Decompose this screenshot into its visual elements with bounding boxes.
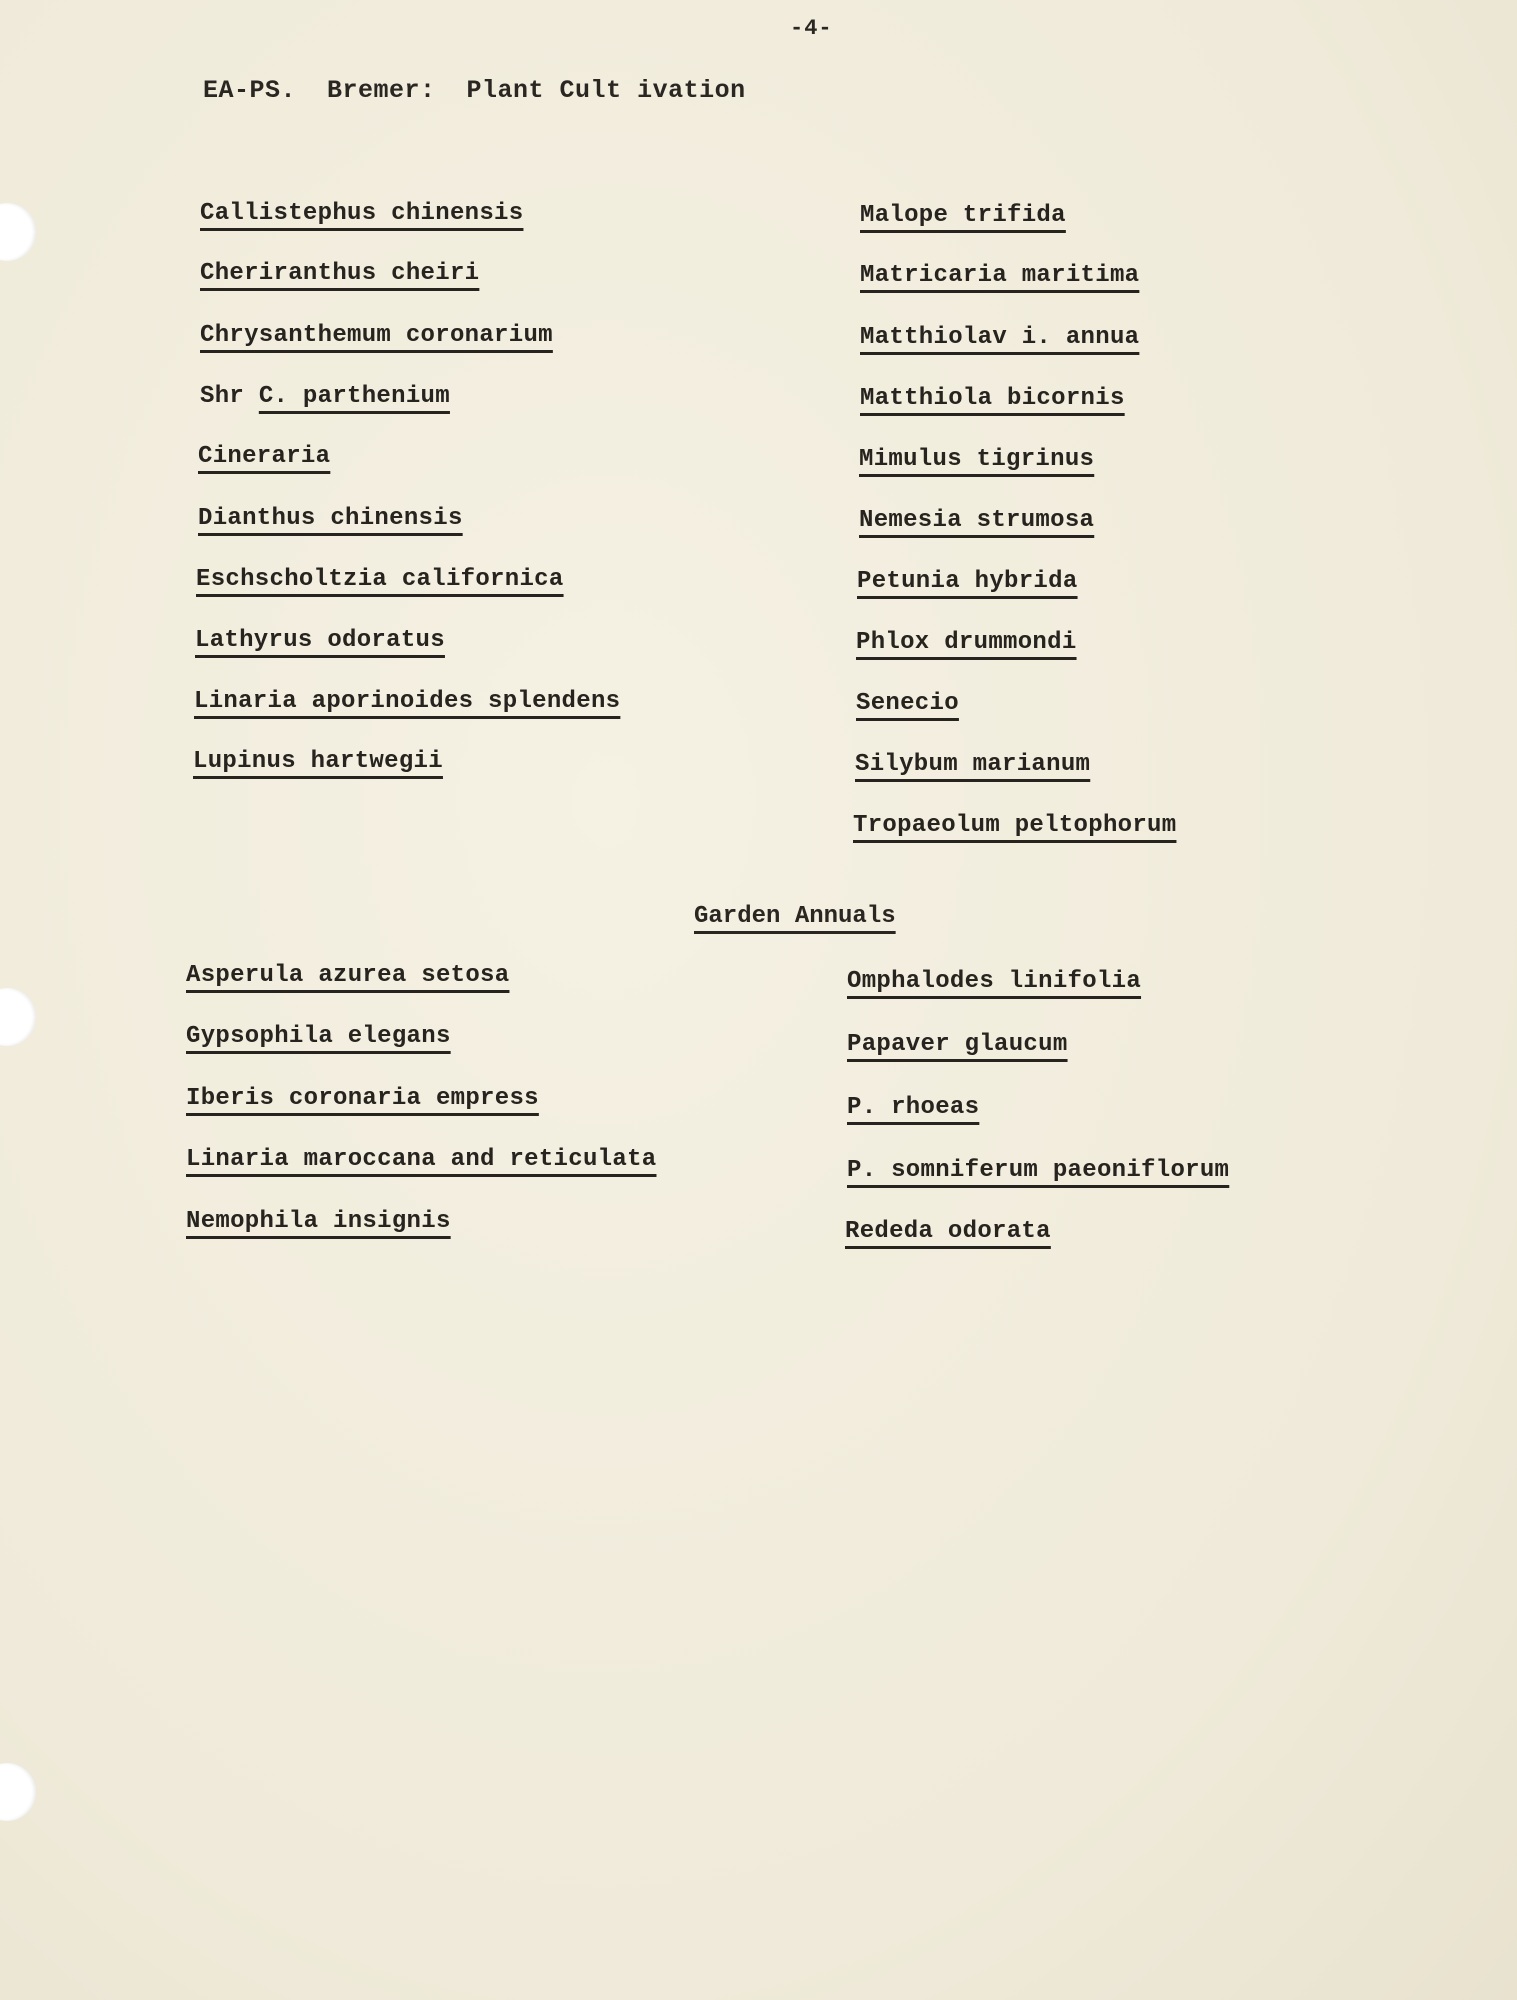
list1-left-item: Cineraria: [198, 443, 331, 470]
list1-left-item: Lathyrus odoratus: [195, 627, 445, 654]
page-number: -4-: [790, 16, 833, 41]
punch-hole-middle: [0, 988, 36, 1046]
parthenium-name: C. parthenium: [258, 383, 450, 410]
list1-left-item: Lupinus hartwegii: [193, 748, 443, 775]
list1-left-item: Callistephus chinensis: [200, 200, 524, 227]
list1-right-item: Nemesia strumosa: [859, 507, 1095, 534]
list1-right-item: Senecio: [856, 690, 959, 717]
list1-left-item: Chrysanthemum coronarium: [200, 322, 553, 349]
list1-right-item: Matricaria maritima: [860, 262, 1140, 289]
list2-left-item: Iberis coronaria empress: [186, 1085, 539, 1112]
list1-right-item: Petunia hybrida: [857, 568, 1078, 595]
list1-right-item: Matthiola bicornis: [860, 385, 1125, 412]
list1-right-item: Matthiolav i. annua: [860, 324, 1140, 351]
list1-right-item: Phlox drummondi: [856, 629, 1077, 656]
list2-right-item: Rededa odorata: [845, 1218, 1051, 1245]
section-title-garden-annuals: Garden Annuals: [694, 903, 896, 930]
list1-right-item: Tropaeolum peltophorum: [853, 812, 1177, 839]
list1-left-item: Linaria aporinoides splendens: [194, 688, 621, 715]
list1-right-item: Malope trifida: [860, 202, 1066, 229]
list2-left-item: Gypsophila elegans: [186, 1023, 451, 1050]
list2-right-item: P. rhoeas: [847, 1094, 980, 1121]
list2-right-item: Papaver glaucum: [847, 1031, 1068, 1058]
list1-left-item: Dianthus chinensis: [198, 505, 463, 532]
list2-left-item: Linaria maroccana and reticulata: [186, 1146, 657, 1173]
list2-left-item: Nemophila insignis: [186, 1208, 451, 1235]
punch-hole-top: [0, 203, 36, 261]
list1-left-item-parthenium: [200, 383, 450, 410]
list1-right-item: Silybum marianum: [855, 751, 1091, 778]
punch-hole-bottom: [0, 1763, 36, 1821]
list2-right-item: P. somniferum paeoniflorum: [847, 1157, 1230, 1184]
list2-right-item: Omphalodes linifolia: [847, 968, 1142, 995]
list1-left-item: Cheriranthus cheiri: [200, 260, 480, 287]
document-header: EA-PS. Bremer: Plant Cult ivation: [203, 76, 746, 105]
list1-right-item: Mimulus tigrinus: [859, 446, 1095, 473]
handwritten-prefix: Shr: [200, 383, 259, 410]
list2-left-item: Asperula azurea setosa: [186, 962, 510, 989]
list1-left-item: Eschscholtzia californica: [196, 566, 564, 593]
